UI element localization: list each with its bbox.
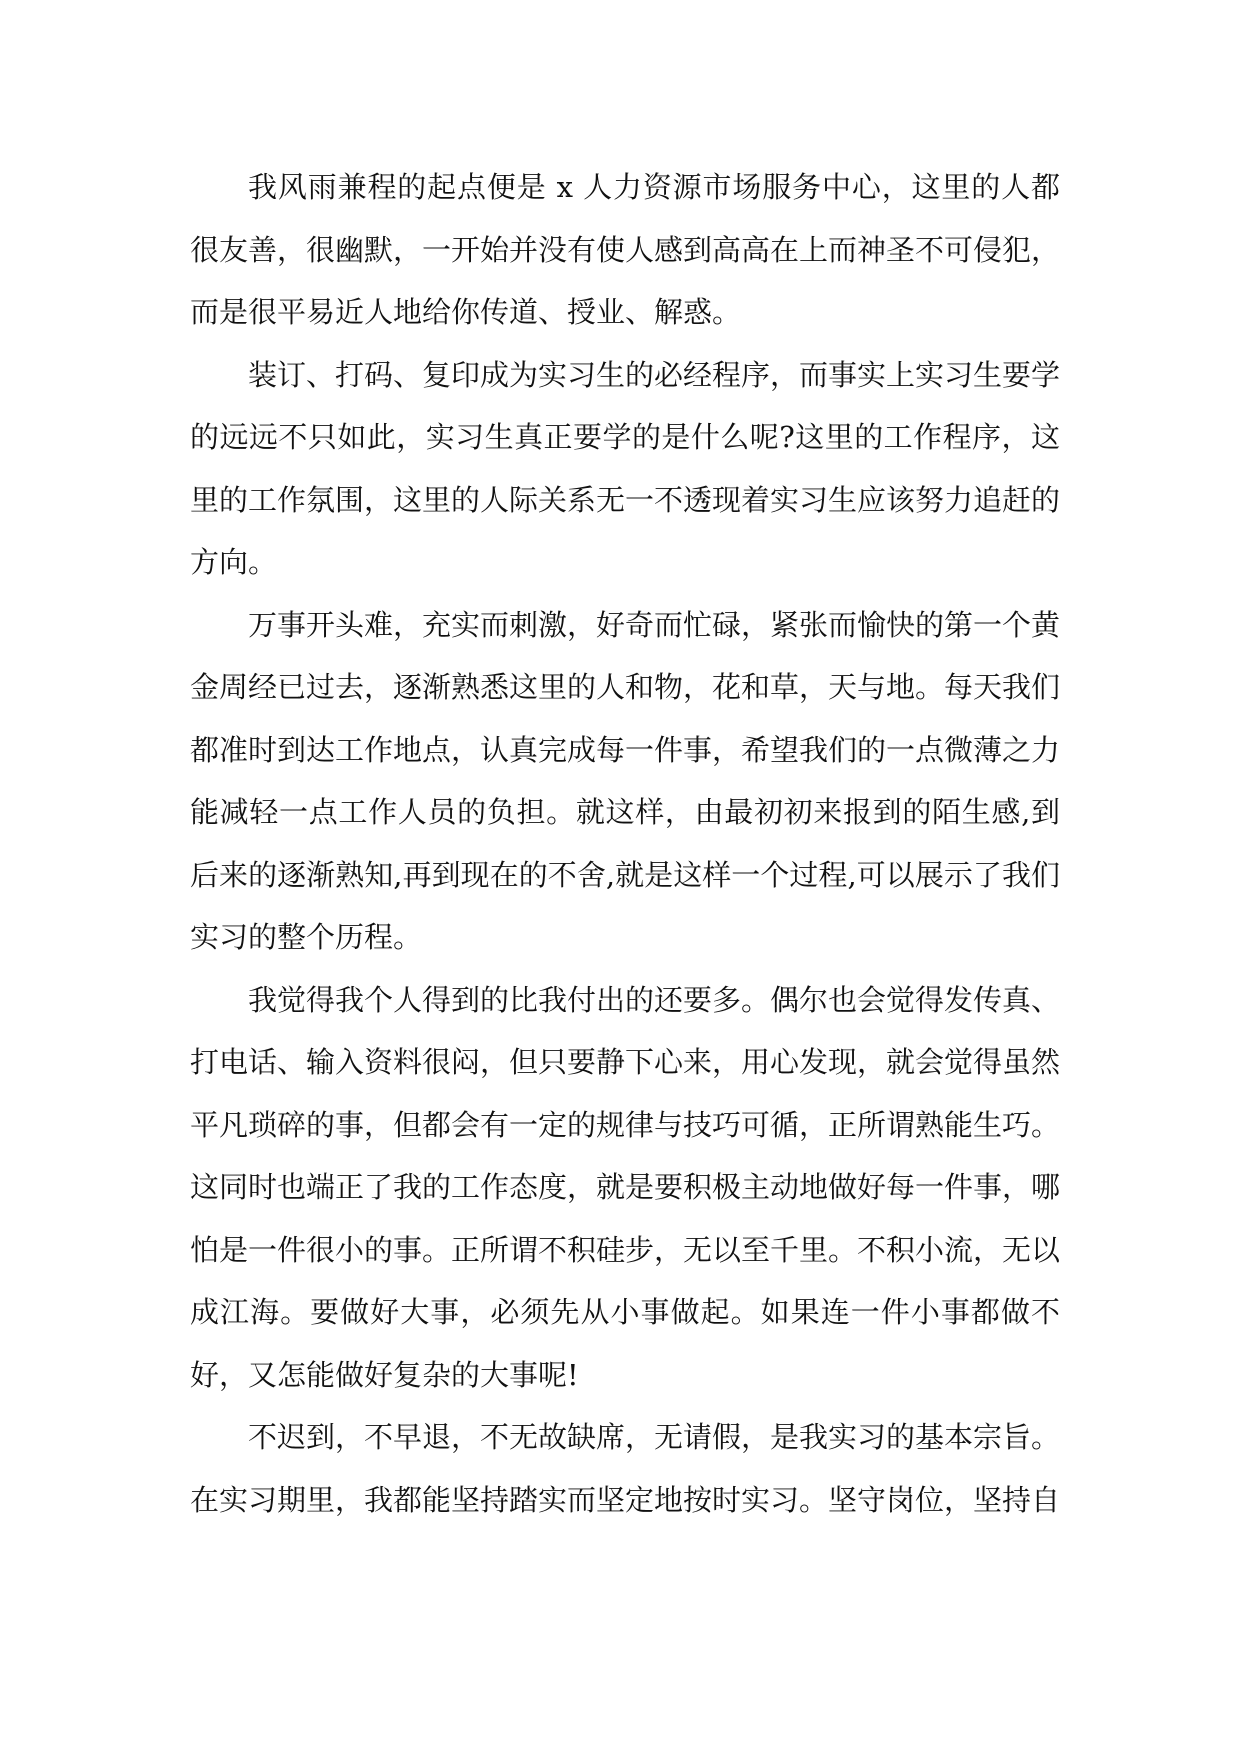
paragraph-2: 装订、打码、复印成为实习生的必经程序，而事实上实习生要学的远远不只如此，实习生真正要学的是什么呢?这里的工作程序，这里的工作氛围，这里的人际关系无一不透现着实习生应该努力追赶的方向。	[190, 357, 1061, 579]
paragraph-3: 万事开头难，充实而刺激，好奇而忙碌，紧张而愉快的第一个黄金周经已过去，逐渐熟悉这里的人和物，花和草，天与地。每天我们都准时到达工作地点，认真完成每一件事，希望我们的一点微薄之力能减轻一点工作人员的负担。就这样，由最初初来报到的陌生感,到后来的逐渐熟知,再到现在的不舍,就是这样一个过程,可以展示了我们实习的整个历程。	[190, 607, 1061, 954]
paragraph-5: 不迟到，不早退，不无故缺席，无请假，是我实习的基本宗旨。在实习期里，我都能坚持踏实而坚定地按时实习。坚守岗位，坚持自	[190, 1420, 1061, 1517]
paragraph-1: 我风雨兼程的起点便是 x 人力资源市场服务中心，这里的人都很友善，很幽默，一开始并没有使人感到高高在上而神圣不可侵犯，而是很平易近人地给你传道、授业、解惑。	[190, 170, 1061, 329]
paragraph-4: 我觉得我个人得到的比我付出的还要多。偶尔也会觉得发传真、打电话、输入资料很闷，但只要静下心来，用心发现，就会觉得虽然平凡琐碎的事，但都会有一定的规律与技巧可循，正所谓熟能生巧。这同时也端正了我的工作态度，就是要积极主动地做好每一件事，哪怕是一件很小的事。正所谓不积硅步，无以至千里。不积小流，无以成江海。要做好大事，必须先从小事做起。如果连一件小事都做不好，又怎能做好复杂的大事呢!	[190, 982, 1061, 1392]
document-body	[190, 156, 1060, 1531]
